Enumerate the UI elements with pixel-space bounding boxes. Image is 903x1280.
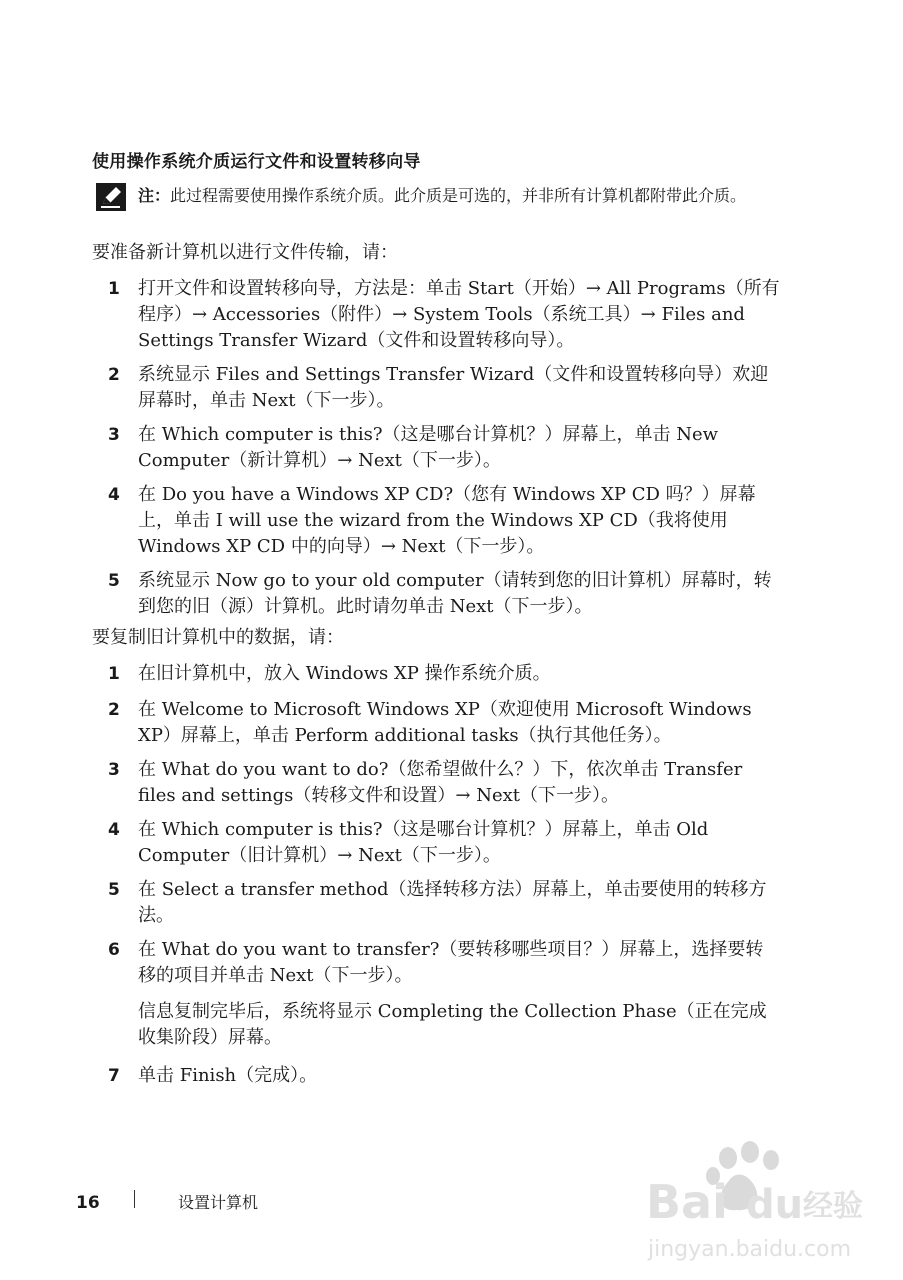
baidu-watermark-logo: [628, 1138, 868, 1268]
step-text: 在 What do you want to transfer?（要转移哪些项目？）屏幕上，选择要转移的项目并单击 Next（下一步）。: [138, 939, 764, 986]
svg-text:经验: 经验: [803, 1189, 863, 1224]
step-text: 在 Select a transfer method（选择转移方法）屏幕上，单击要使用的转移方法。: [138, 879, 767, 926]
step-text: 在 Welcome to Microsoft Windows XP（欢迎使用 Microsoft Windows XP）屏幕上，单击 Perform additional tasks（执行其他任务）。: [138, 699, 752, 746]
step-text: 单击 Finish（完成）。: [138, 1065, 318, 1086]
step-number: 5: [108, 880, 120, 900]
svg-text:Bai: Bai: [646, 1175, 728, 1229]
step-text: 在 What do you want to do?（您希望做什么？）下，依次单击 Transfer files and settings（转移文件和设置）→ Next（下一步）。: [138, 759, 743, 806]
step-number: 2: [108, 365, 120, 385]
pencil-note-icon: [96, 183, 126, 211]
note-text: [138, 183, 788, 208]
section2-intro: 要复制旧计算机中的数据，请：: [92, 627, 344, 648]
step-text: 系统显示 Now go to your old computer（请转到您的旧计算机）屏幕时，转到您的旧（源）计算机。此时请勿单击 Next（下一步）。: [138, 570, 772, 617]
chapter-title: 设置计算机: [178, 1193, 259, 1212]
step-number: 1: [108, 279, 120, 299]
step-text-group: [138, 937, 780, 1051]
footer-divider: [134, 1190, 135, 1208]
step-text: 在 Which computer is this?（这是哪台计算机？）屏幕上，单击 Old Computer（旧计算机）→ Next（下一步）。: [138, 819, 709, 866]
step-number: 3: [108, 425, 120, 445]
step-text: 在 Do you have a Windows XP CD?（您有 Windows XP CD 吗？）屏幕上，单击 I will use the wizard from the Windows XP CD（我将使用 Windows XP CD 中的向导）→ Next（下一步）。: [138, 484, 756, 557]
step-number: 3: [108, 760, 120, 780]
watermark-url: jingyan.baidu.com: [648, 1237, 852, 1262]
step-text: 打开文件和设置转移向导，方法是：单击 Start（开始）→ All Programs（所有程序）→ Accessories（附件）→ System Tools（系统工具）→ Files and Settings Transfer Wizard（文件和设置转移向导）。: [138, 278, 780, 351]
step-text: 在 Which computer is this?（这是哪台计算机？）屏幕上，单击 New Computer（新计算机）→ Next（下一步）。: [138, 424, 718, 471]
note-body: 此过程需要使用操作系统介质。此介质是可选的，并非所有计算机都附带此介质。: [170, 186, 747, 205]
step-number: 2: [108, 700, 120, 720]
step-text: 在旧计算机中，放入 Windows XP 操作系统介质。: [138, 663, 551, 684]
svg-text:du: du: [746, 1182, 804, 1228]
section-heading: 使用操作系统介质运行文件和设置转移向导: [92, 152, 421, 172]
note-label: 注：: [138, 186, 171, 205]
step-number: 6: [108, 940, 120, 960]
step-number: 7: [108, 1066, 120, 1086]
step-text: 系统显示 Files and Settings Transfer Wizard（文件和设置转移向导）欢迎屏幕时，单击 Next（下一步）。: [138, 364, 769, 411]
step-number: 4: [108, 485, 120, 505]
step-extra-text: 信息复制完毕后，系统将显示 Completing the Collection Phase（正在完成收集阶段）屏幕。: [138, 1001, 767, 1048]
page-number: 16: [76, 1193, 100, 1213]
step-number: 1: [108, 664, 120, 684]
step-number: 5: [108, 571, 120, 591]
section1-intro: 要准备新计算机以进行文件传输，请：: [92, 242, 398, 263]
step-number: 4: [108, 820, 120, 840]
